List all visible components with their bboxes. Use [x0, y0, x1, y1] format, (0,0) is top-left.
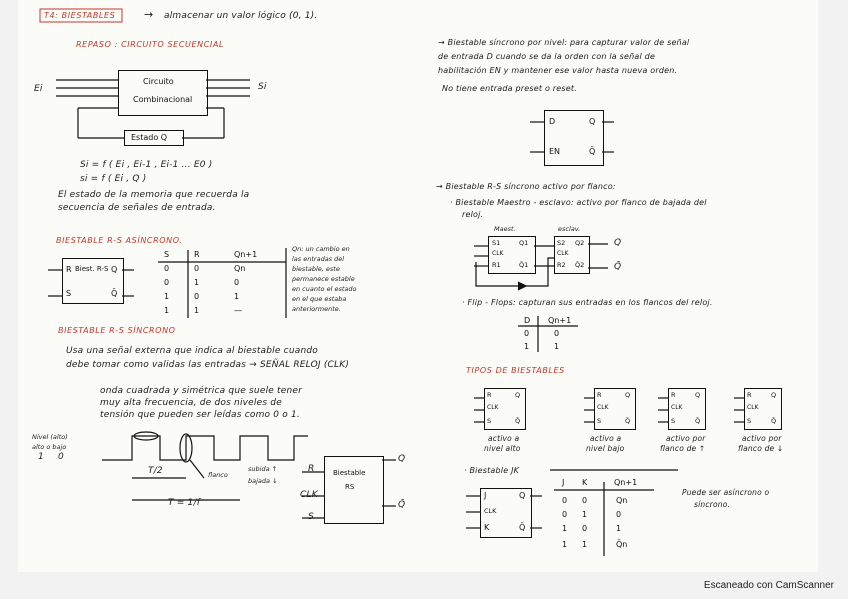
- rs-cell: 1: [194, 306, 200, 315]
- type-pin: S: [487, 417, 492, 425]
- s-pin: Q̄2: [575, 261, 585, 269]
- type-pin: R: [597, 391, 602, 399]
- subida-label: subida ↑: [248, 465, 278, 473]
- ms-qb-output: Q̄: [614, 262, 622, 272]
- ms-text-1: · Biestable Maestro - esclavo: activo por flanco de bajada del: [450, 198, 707, 207]
- m-pin: Q1: [519, 239, 529, 247]
- rs-sync-block: [324, 456, 384, 524]
- repaso-text-2: secuencia de señales de entrada.: [58, 203, 216, 213]
- level-one: 1: [38, 452, 44, 462]
- jk-clk-pin: CLK: [484, 507, 497, 515]
- type-pin: S: [747, 417, 752, 425]
- type-pin: R: [747, 391, 752, 399]
- jk-note-2: síncrono.: [694, 500, 731, 509]
- jk-cell: 0: [562, 496, 568, 505]
- d-latch-text-3: habilitación EN y mantener ese valor hasta nueva orden.: [438, 66, 678, 75]
- type-caption: activo por: [742, 434, 782, 443]
- d-q-pin: Q: [589, 117, 596, 126]
- d-head: Qn+1: [548, 316, 572, 325]
- type-pin: Q̄: [695, 417, 701, 425]
- rs-sync-text-1: Usa una señal externa que indica al biestable cuando: [66, 346, 318, 356]
- note-line: permanece estable: [292, 275, 355, 283]
- sync-block-name-2: RS: [345, 483, 355, 491]
- jk-cell: 0: [582, 524, 588, 533]
- m-pin: R1: [492, 261, 501, 269]
- jk-k-pin: K: [484, 523, 490, 532]
- formula-2: si = f ( Ei , Q ): [80, 174, 147, 184]
- sync-qb-output: Q̄: [398, 500, 406, 510]
- type-block-1: [484, 388, 526, 430]
- jk-head: K: [582, 478, 588, 487]
- type-pin: CLK: [747, 404, 759, 411]
- d-pin: D: [549, 117, 556, 126]
- rs-sync-text-3: onda cuadrada y simétrica que suele tener: [100, 386, 303, 396]
- type-pin: Q̄: [515, 417, 521, 425]
- d-latch-block: [544, 110, 604, 166]
- jk-cell: 0: [616, 510, 622, 519]
- d-cell: 1: [524, 342, 530, 351]
- sync-block-name-1: Biestable: [333, 469, 366, 477]
- repaso-text-1: El estado de la memoria que recuerda la: [58, 190, 250, 200]
- d-latch-text-2: de entrada D cuando se da la orden con la señal de: [438, 52, 656, 61]
- rs-cell: 1: [194, 278, 200, 287]
- note-line: Qn: un cambio en: [292, 245, 350, 253]
- slave-label: esclav.: [558, 225, 581, 233]
- header-arrow: →: [144, 8, 154, 21]
- jk-head: J: [562, 478, 565, 487]
- jk-truth-table: [562, 478, 672, 558]
- note-line: en cuanto el estado: [292, 285, 357, 293]
- rs-s-pin: S: [66, 289, 72, 298]
- type-caption: activo por: [666, 434, 706, 443]
- type-pin: R: [671, 391, 676, 399]
- rs-sync-text-4: muy alta frecuencia, de dos niveles de: [100, 398, 282, 408]
- rs-cell: 0: [194, 264, 200, 273]
- jk-title: · Biestable JK: [464, 466, 520, 475]
- jk-cell: 0: [582, 496, 588, 505]
- s-pin: S2: [557, 239, 566, 247]
- jk-cell: 1: [616, 524, 622, 533]
- jk-q-pin: Q: [519, 491, 526, 500]
- scanned-page: [18, 0, 818, 572]
- sync-clk-input: CLK: [300, 490, 318, 500]
- s-pin: R2: [557, 261, 566, 269]
- type-pin: CLK: [671, 404, 683, 411]
- slave-block: [554, 236, 590, 274]
- note-line: anteriormente.: [292, 305, 341, 313]
- type-pin: Q̄: [771, 417, 777, 425]
- note-line: biestable, este: [292, 265, 340, 273]
- jk-cell: Qn: [616, 496, 628, 505]
- state-label: Estado Q: [131, 133, 168, 142]
- type-pin: R: [487, 391, 492, 399]
- rs-block-name: Biest. R-S: [75, 265, 109, 273]
- nivel-label-2: alto o bajo: [32, 443, 67, 451]
- input-ei: Ei: [34, 84, 43, 94]
- note-line: en el que estaba: [292, 295, 347, 303]
- rs-async-note: [292, 244, 356, 314]
- jk-cell: 1: [582, 510, 588, 519]
- combinational-block: [118, 70, 208, 116]
- tipos-title: TIPOS DE BIESTABLES: [466, 366, 565, 375]
- rs-sync-title: BIESTABLE R-S SÍNCRONO: [58, 326, 176, 335]
- rs-cell: 1: [234, 292, 240, 301]
- master-block: [488, 236, 536, 274]
- ms-title: → Biestable R-S síncrono activo por flanco:: [436, 182, 616, 191]
- jk-qb-pin: Q̄: [519, 523, 526, 532]
- rs-sync-text-2: debe tomar como validas las entradas → SEÑAL RELOJ (CLK): [66, 360, 350, 370]
- jk-cell: Q̄n: [616, 540, 628, 549]
- period-formula: T = 1/f: [168, 498, 201, 508]
- bajada-label: bajada ↓: [248, 477, 278, 485]
- m-pin: CLK: [492, 250, 504, 257]
- type-block-4: [744, 388, 782, 430]
- d-qb-pin: Q̄: [589, 147, 596, 156]
- ms-q-output: Q: [614, 238, 622, 248]
- d-cell: 0: [524, 329, 530, 338]
- rs-q-pin: Q: [111, 265, 118, 274]
- topic-tag: T4: BIESTABLES: [44, 11, 116, 20]
- rs-async-title: BIESTABLE R-S ASÍNCRONO.: [56, 236, 183, 245]
- type-pin: CLK: [487, 404, 499, 411]
- formula-1: Si = f ( Ei , Ei-1 , Ei-1 ... E0 ): [80, 160, 213, 170]
- rs-r-pin: R: [66, 265, 72, 274]
- rs-qb-pin: Q̄: [111, 289, 118, 298]
- type-caption: nivel bajo: [586, 444, 625, 453]
- m-pin: S1: [492, 239, 501, 247]
- rs-sync-text-5: tensión que pueden ser leídas como 0 o 1.: [100, 410, 301, 420]
- rs-cell: 0: [194, 292, 200, 301]
- jk-note-1: Puede ser asíncrono o: [682, 488, 770, 497]
- flanco-label: flanco: [208, 471, 228, 479]
- jk-block: [480, 488, 532, 538]
- block-line-1: Circuito: [143, 77, 174, 86]
- d-truth-table: [524, 316, 584, 356]
- type-pin: Q̄: [625, 417, 631, 425]
- type-pin: Q: [515, 391, 521, 399]
- type-caption: flanco de ↓: [738, 444, 784, 453]
- d-latch-text-4: No tiene entrada preset o reset.: [442, 84, 577, 93]
- jk-cell: 0: [562, 510, 568, 519]
- type-block-3: [668, 388, 706, 430]
- type-pin: CLK: [597, 404, 609, 411]
- rs-cell: 0: [164, 264, 170, 273]
- jk-cell: 1: [562, 524, 568, 533]
- state-block: [124, 130, 184, 146]
- d-en-pin: EN: [549, 147, 561, 156]
- s-pin: Q2: [575, 239, 585, 247]
- type-caption: flanco de ↑: [660, 444, 706, 453]
- rs-cell: —: [234, 306, 242, 315]
- output-si: Si: [258, 82, 267, 92]
- camscanner-watermark: Escaneado con CamScanner: [703, 580, 834, 591]
- rs-head-r: R: [194, 250, 200, 259]
- type-pin: S: [671, 417, 676, 425]
- d-head: D: [524, 316, 531, 325]
- d-latch-text-1: → Biestable síncrono por nivel: para capturar valor de señal: [438, 38, 690, 47]
- sync-s-input: S: [308, 512, 314, 522]
- type-caption: activo a: [488, 434, 520, 443]
- s-pin: CLK: [557, 250, 569, 257]
- type-caption: activo a: [590, 434, 622, 443]
- level-zero: 0: [58, 452, 64, 462]
- master-label: Maest.: [494, 225, 516, 233]
- jk-cell: 1: [582, 540, 588, 549]
- jk-cell: 1: [562, 540, 568, 549]
- type-pin: Q: [771, 391, 777, 399]
- jk-head: Qn+1: [614, 478, 638, 487]
- d-cell: 0: [554, 329, 560, 338]
- rs-head-s: S: [164, 250, 170, 259]
- sync-r-input: R: [308, 464, 315, 474]
- rs-cell: 1: [164, 306, 170, 315]
- rs-head-q: Qn+1: [234, 250, 258, 259]
- jk-j-pin: J: [484, 491, 487, 500]
- type-caption: nivel alto: [484, 444, 521, 453]
- type-block-2: [594, 388, 636, 430]
- ms-text-2: reloj.: [462, 210, 484, 219]
- half-period: T/2: [148, 466, 163, 476]
- type-pin: S: [597, 417, 602, 425]
- rs-async-block: [62, 258, 124, 304]
- sync-q-output: Q: [398, 454, 406, 464]
- m-pin: Q̄1: [519, 261, 529, 269]
- repaso-title: REPASO : CIRCUITO SECUENCIAL: [76, 40, 224, 49]
- d-cell: 1: [554, 342, 560, 351]
- block-line-2: Combinacional: [133, 95, 193, 104]
- rs-cell: 0: [234, 278, 240, 287]
- rs-cell: Qn: [234, 264, 246, 273]
- rs-cell: 1: [164, 292, 170, 301]
- note-line: las entradas del: [292, 255, 345, 263]
- flip-flops-text: · Flip - Flops: capturan sus entradas en los flancos del reloj.: [462, 298, 713, 307]
- type-pin: Q: [625, 391, 631, 399]
- rs-cell: 0: [164, 278, 170, 287]
- type-pin: Q: [695, 391, 701, 399]
- header-subtitle: almacenar un valor lógico (0, 1).: [164, 11, 318, 21]
- nivel-label-1: Nivel (alto): [32, 433, 68, 441]
